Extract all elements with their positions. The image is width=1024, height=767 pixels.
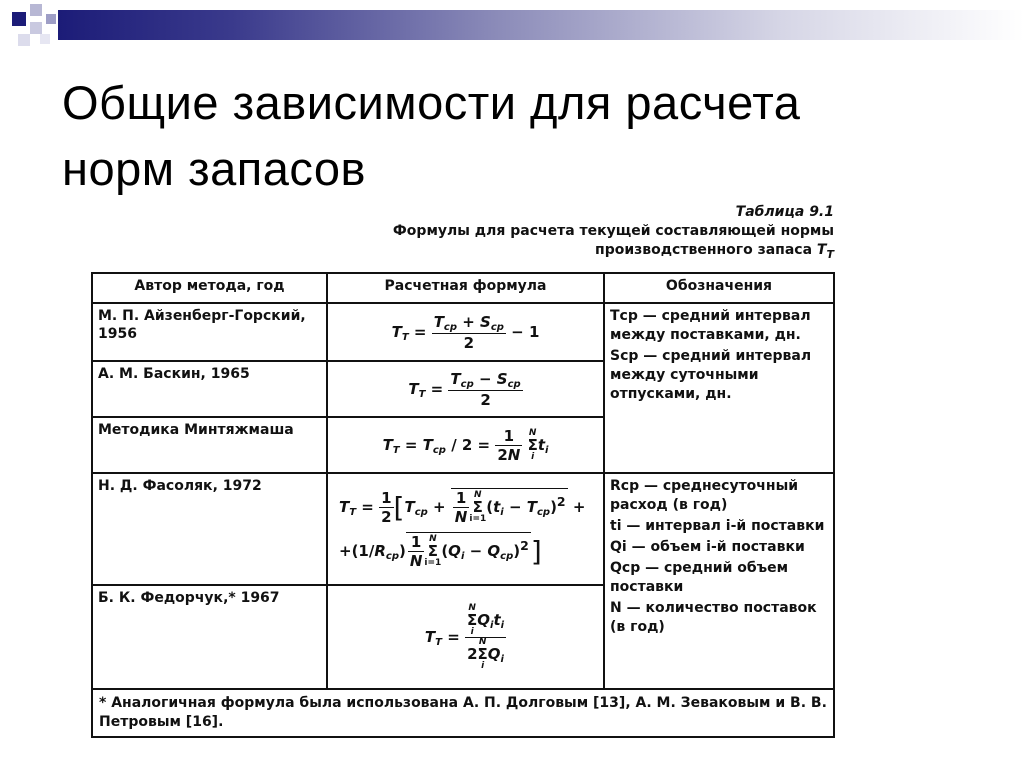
decoration-square — [30, 4, 42, 16]
author-cell: Б. К. Федорчук,* 1967 — [92, 585, 327, 689]
caption-symbol-sub: T — [826, 247, 834, 261]
author-cell: Н. Д. Фасоляк, 1972 — [92, 473, 327, 585]
slide-title-line1: Общие зависимости для расчета — [62, 76, 801, 129]
table-footnote: * Аналогичная формула была использована А. П. Долговым [13], А. М. Зеваковым и В. В. Петровым [16]. — [92, 689, 834, 737]
table-row — [92, 473, 834, 585]
header-notation: Обозначения — [604, 273, 834, 303]
legend-item: Qср — средний объем поставки — [610, 560, 789, 595]
formula-cell — [327, 585, 604, 689]
legend-item: ti — интервал i-й поставки — [610, 518, 825, 534]
title-decoration-band — [58, 10, 1024, 40]
formula-cell — [327, 303, 604, 361]
legend-item: Qi — объем i-й поставки — [610, 539, 805, 555]
table-footnote-row — [92, 689, 834, 737]
table-number: Таблица 9.1 — [735, 204, 834, 220]
table-header-row — [92, 273, 834, 303]
header-formula: Расчетная формула — [327, 273, 604, 303]
formula-cell — [327, 361, 604, 417]
formula-cell — [327, 473, 604, 585]
table-caption-line1: Формулы для расчета текущей составляющей нормы — [392, 223, 834, 239]
legend-item: Tср — средний интервал между поставками, дн. — [610, 308, 811, 343]
formula-fasolyak-line2: $+(1/R_{ср})$ $\frac{1}{N}$ N Σ i=1 $(Q_i - Q_{ср})^2$] — [339, 533, 542, 570]
formula-baskin: $T_T$ = $\frac{T_{ср} - S_{ср}}{2}$ — [408, 369, 521, 409]
formulas-table — [91, 272, 835, 738]
formula-aizenberg: $T_T$ = $\frac{T_{ср} + S_{ср}}{2}$ − 1 — [391, 312, 540, 352]
decoration-square — [18, 34, 30, 46]
formula-fedorchuk: $T_T$ = N Σ i $Q_it_i$ 2 N Σ i $Q_i$ — [424, 602, 505, 671]
decoration-square — [40, 34, 50, 44]
decoration-square — [46, 14, 56, 24]
legend-item: Rср — среднесуточный расход (в год) — [610, 478, 799, 513]
author-cell: Методика Минтяжмаша — [92, 417, 327, 473]
legend-cell — [604, 473, 834, 689]
table-row — [92, 303, 834, 361]
slide-title-line2: норм запасов — [62, 142, 367, 195]
formula-fasolyak-line1: $T_T$ = $\frac{1}{2}$ [$T_{ср}$ + $\frac{1}{N}$ N Σ i=1 $(t_i - T_{ср})^2$ + — [339, 489, 586, 526]
slide-title — [62, 70, 962, 202]
scanned-table-image — [88, 198, 840, 750]
legend-cell — [604, 303, 834, 473]
table-caption-line2: производственного запаса — [595, 242, 813, 258]
decoration-square — [12, 12, 26, 26]
formula-mintyazhmash: $T_T = T_{ср} / 2$ = $\frac{1}{2N}$ N Σ i $t_i$ — [382, 426, 549, 464]
legend-item: Sср — средний интервал между суточными отпусками, дн. — [610, 348, 812, 402]
table-caption — [238, 222, 834, 264]
author-cell: М. П. Айзенберг-Горский, 1956 — [92, 303, 327, 361]
caption-symbol: T — [816, 242, 827, 258]
formula-cell — [327, 417, 604, 473]
decoration-square — [30, 22, 42, 34]
header-author: Автор метода, год — [92, 273, 327, 303]
legend-item: N — количество поставок (в год) — [610, 600, 817, 635]
author-cell: А. М. Баскин, 1965 — [92, 361, 327, 417]
